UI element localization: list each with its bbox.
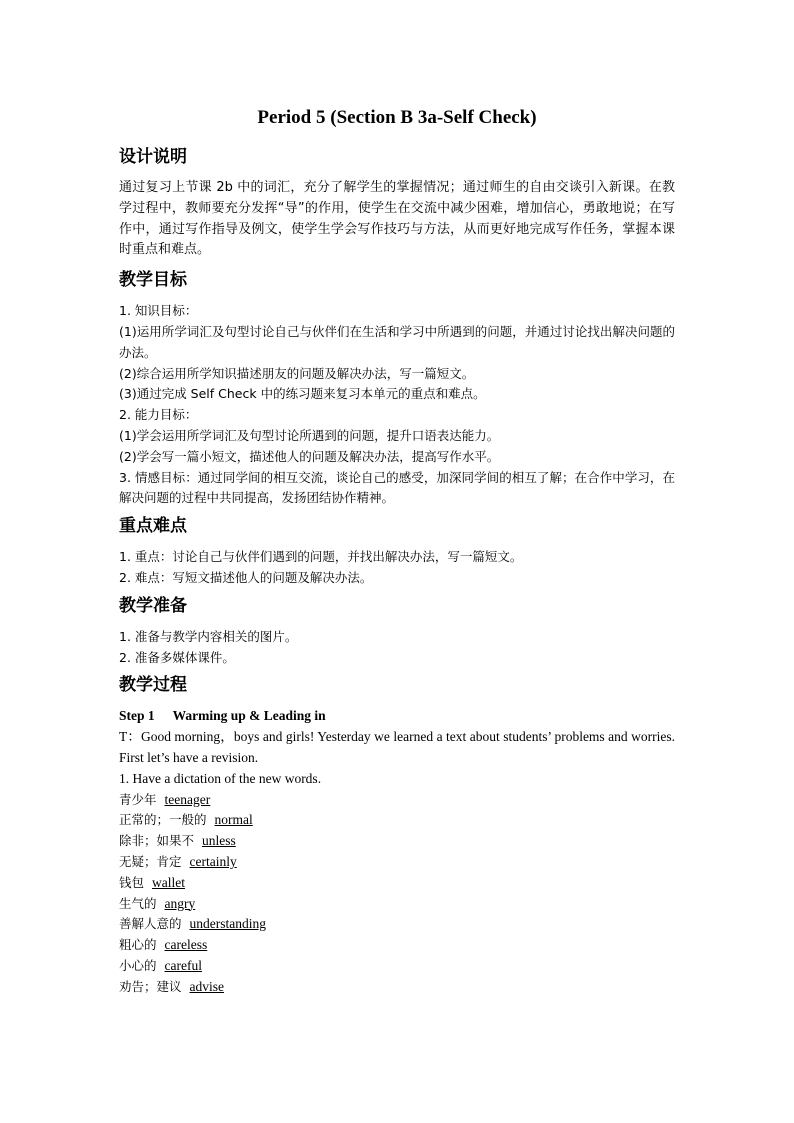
vocab-item <box>119 894 675 915</box>
vocab-item <box>119 977 675 998</box>
vocab-answer: wallet <box>152 874 186 890</box>
step-heading <box>119 706 675 727</box>
preparation-line: 2. 准备多媒体课件。 <box>119 649 235 665</box>
vocab-answer: angry <box>164 895 196 911</box>
vocab-answer: understanding <box>189 916 267 932</box>
vocab-chinese: 粗心的 <box>119 937 157 953</box>
preparation-line: 1. 准备与教学内容相关的图片。 <box>119 628 298 644</box>
page-title: Period 5 (Section B 3a-Self Check) <box>257 107 537 128</box>
objective-line: 2. 能力目标： <box>119 407 198 423</box>
objective-line: 1. 知识目标： <box>119 303 198 319</box>
vocab-answer: certainly <box>189 853 237 869</box>
vocab-item <box>119 852 675 873</box>
section-heading-preparation: 教学准备 <box>119 595 187 616</box>
section-heading-objectives: 教学目标 <box>119 270 187 291</box>
vocab-answer: careless <box>164 937 208 953</box>
objective-line: (1)运用所学词汇及句型讨论自己与伙伴们在生活和学习中所遇到的问题，并通过讨论找出解决问题的办法。 <box>119 323 675 360</box>
vocab-chinese: 小心的 <box>119 957 157 973</box>
design-paragraph: 通过复习上节课 2b 中的词汇，充分了解学生的掌握情况；通过师生的自由交谈引入新课。在教学过程中，教师要充分发挥“导”的作用，使学生在交流中减少困难，增加信心，勇敢地说；在写作中，通过写作指导及例文，使学生学会写作技巧与方法，从而更好地完成写作任务，掌握本课时重点和难点。 <box>119 180 675 258</box>
vocab-chinese: 无疑；肯定 <box>119 853 182 869</box>
objective-line: (3)通过完成 Self Check 中的练习题来复习本单元的重点和难点。 <box>119 386 486 402</box>
vocab-answer: teenager <box>164 791 211 807</box>
section-heading-process: 教学过程 <box>119 675 187 696</box>
vocab-chinese: 生气的 <box>119 895 157 911</box>
vocab-chinese: 青少年 <box>119 791 157 807</box>
objective-line: (1)学会运用所学词汇及句型讨论所遇到的问题，提升口语表达能力。 <box>119 427 500 443</box>
vocab-chinese: 钱包 <box>119 874 145 890</box>
section-heading-keypoints: 重点难点 <box>119 516 187 537</box>
objective-line: (2)综合运用所学知识描述朋友的问题及解决办法，写一篇短文。 <box>119 365 475 381</box>
vocab-list <box>119 790 675 998</box>
vocab-item <box>119 831 675 852</box>
vocab-chinese: 善解人意的 <box>119 916 182 932</box>
vocab-item <box>119 956 675 977</box>
vocab-chinese: 劝告；建议 <box>119 978 182 994</box>
vocab-item <box>119 935 675 956</box>
task-instruction: 1. Have a dictation of the new words. <box>119 770 322 786</box>
document-body <box>119 98 675 998</box>
vocab-chinese: 除非；如果不 <box>119 833 195 849</box>
step-label: Step 1 <box>119 708 155 724</box>
vocab-answer: unless <box>202 833 236 849</box>
vocab-item <box>119 810 675 831</box>
vocab-answer: advise <box>189 978 225 994</box>
keypoint-line: 2. 难点：写短文描述他人的问题及解决办法。 <box>119 569 373 585</box>
vocab-answer: careful <box>164 957 202 973</box>
vocab-item <box>119 790 675 811</box>
section-heading-design: 设计说明 <box>119 147 187 167</box>
vocab-item <box>119 914 675 935</box>
teacher-dialogue: T：Good morning，boys and girls! Yesterday we learned a text about students’ problems and worries. First let’s have a revision. <box>119 729 675 765</box>
vocab-chinese: 正常的；一般的 <box>119 812 207 828</box>
vocab-answer: normal <box>214 812 253 828</box>
vocab-item <box>119 873 675 894</box>
objective-line: (2)学会写一篇小短文，描述他人的问题及解决办法，提高写作水平。 <box>119 448 500 464</box>
step-title: Warming up & Leading in <box>172 708 326 724</box>
keypoint-line: 1. 重点：讨论自己与伙伴们遇到的问题，并找出解决办法，写一篇短文。 <box>119 549 523 565</box>
objective-line: 3. 情感目标：通过同学间的相互交流，谈论自己的感受，加深同学间的相互了解；在合作中学习，在解决问题的过程中共同提高，发扬团结协作精神。 <box>119 469 675 506</box>
